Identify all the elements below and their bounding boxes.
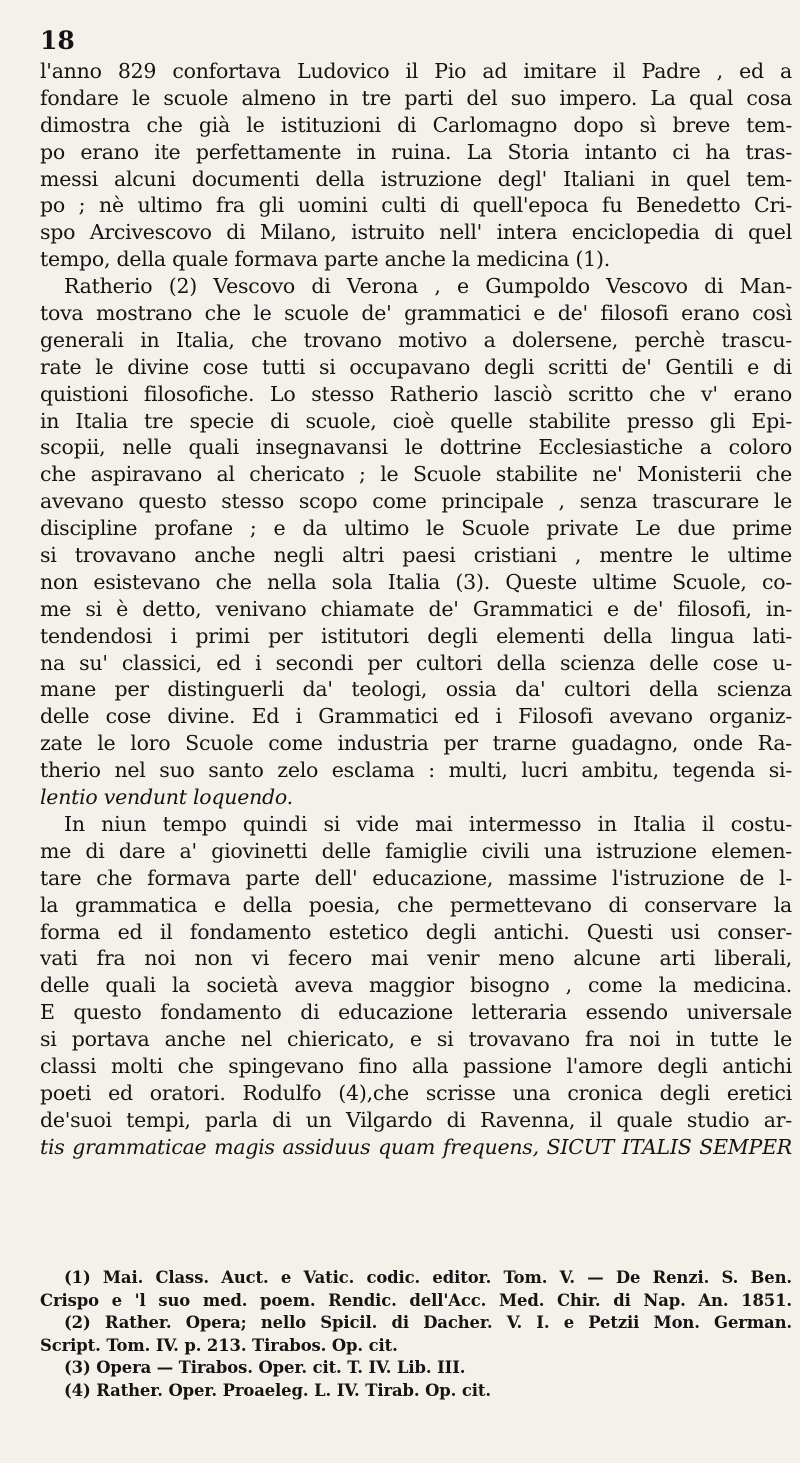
footnotes <box>40 1267 792 1402</box>
text-line: fondare le scuole almeno in tre parti del suo impero. La qual cosa <box>40 85 792 110</box>
text-line: quistioni filosofiche. Lo stesso Ratherio lasciò scritto che v' erano <box>40 381 792 406</box>
footnote-line: Crispo e 'l suo med. poem. Rendic. dell'Acc. Med. Chir. di Nap. An. 1851. <box>40 1290 792 1310</box>
text-line: in Italia tre specie di scuole, cioè quelle stabilite presso gli Epi- <box>40 408 792 433</box>
text-line: me di dare a' giovinetti delle famiglie civili una istruzione elemen- <box>40 838 792 863</box>
text-line: rate le divine cose tutti si occupavano degli scritti de' Gentili e di <box>40 354 792 379</box>
text-line: scopii, nelle quali insegnavansi le dottrine Ecclesiastiche a coloro <box>40 435 792 460</box>
text-line: la grammatica e della poesia, che permettevano di conservare la <box>40 892 792 917</box>
footnote-line: (4) Rather. Oper. Proaeleg. L. IV. Tirab. Op. cit. <box>64 1380 491 1400</box>
text-line: generali in Italia, che trovano motivo a dolersene, perchè trascu- <box>40 327 792 352</box>
footnote-line: (2) Rather. Opera; nello Spicil. di Dacher. V. I. e Petzii Mon. German. <box>64 1313 792 1332</box>
text-line: me si è detto, venivano chiamate de' Grammatici e de' filosofi, in- <box>40 596 792 621</box>
text-line: delle cose divine. Ed i Grammatici ed i Filosofi avevano organiz- <box>40 704 792 729</box>
text-line: poeti ed oratori. Rodulfo (4),che scrisse una cronica degli eretici <box>40 1080 792 1105</box>
text-line: spo Arcivescovo di Milano, istruito nell' intera enciclopedia di quel <box>40 220 792 245</box>
text-line: tendendosi i primi per istitutori degli elementi della lingua lati- <box>40 623 792 648</box>
text-line: delle quali la società aveva maggior bisogno , come la medicina. <box>40 973 792 998</box>
footnote-line: Script. Tom. IV. p. 213. Tirabos. Op. cit. <box>40 1335 398 1355</box>
text-line: si trovavano anche negli altri paesi cristiani , mentre le ultime <box>40 543 792 568</box>
text-line: forma ed il fondamento estetico degli antichi. Questi usi conser- <box>40 919 792 944</box>
text-line: po ; nè ultimo fra gli uomini culti di quell'epoca fu Benedetto Cri- <box>40 193 792 218</box>
text-line: avevano questo stesso scopo come principale , senza trascurare le <box>40 489 792 514</box>
text-line: lentio vendunt loquendo. <box>40 785 293 810</box>
text-line: E questo fondamento di educazione letteraria essendo universale <box>40 1000 792 1025</box>
text-line: l'anno 829 confortava Ludovico il Pio ad imitare il Padre , ed a <box>40 59 792 83</box>
text-line: messi alcuni documenti della istruzione degl' Italiani in quel tem- <box>40 166 792 191</box>
text-line: po erano ite perfettamente in ruina. La Storia intanto ci ha tras- <box>40 139 792 164</box>
text-line: tare che formava parte dell' educazione, massime l'istruzione de l- <box>40 865 792 890</box>
text-line: vati fra noi non vi fecero mai venir meno alcune arti liberali, <box>40 946 792 971</box>
text-line: Ratherio (2) Vescovo di Verona , e Gumpoldo Vescovo di Man- <box>64 274 792 299</box>
body-text <box>40 58 792 1161</box>
text-line: tis grammaticae magis assiduus quam frequens, SICUT ITALIS SEMPER <box>40 1134 792 1159</box>
text-line: classi molti che spingevano fino alla passione l'amore degli antichi <box>40 1053 792 1078</box>
text-line: non esistevano che nella sola Italia (3). Queste ultime Scuole, co- <box>40 569 792 594</box>
text-line: tempo, della quale formava parte anche la medicina (1). <box>40 247 610 272</box>
footnote-line: (3) Opera — Tirabos. Oper. cit. T. IV. Lib. III. <box>64 1358 466 1377</box>
text-line: discipline profane ; e da ultimo le Scuole private Le due prime <box>40 516 792 541</box>
text-line: mane per distinguerli da' teologi, ossia da' cultori della scienza <box>40 677 792 702</box>
text-line: zate le loro Scuole come industria per trarne guadagno, onde Ra- <box>40 731 792 756</box>
text-line: si portava anche nel chiericato, e si trovavano fra noi in tutte le <box>40 1027 792 1052</box>
text-line: na su' classici, ed i secondi per cultori della scienza delle cose u- <box>40 650 792 675</box>
page-number: 18 <box>40 26 75 55</box>
text-line: tova mostrano che le scuole de' grammatici e de' filosofi erano così <box>40 301 792 326</box>
text-line: In niun tempo quindi si vide mai intermesso in Italia il costu- <box>64 811 792 836</box>
text-line: de'suoi tempi, parla di un Vilgardo di Ravenna, il quale studio ar- <box>40 1107 792 1132</box>
text-line: therio nel suo santo zelo esclama : multi, lucri ambitu, tegenda si- <box>40 758 792 783</box>
footnote-line: (1) Mai. Class. Auct. e Vatic. codic. editor. Tom. V. — De Renzi. S. Ben. <box>64 1268 792 1287</box>
text-line: dimostra che già le istituzioni di Carlomagno dopo sì breve tem- <box>40 112 792 137</box>
text-line: che aspiravano al chericato ; le Scuole stabilite ne' Monisterii che <box>40 462 792 487</box>
